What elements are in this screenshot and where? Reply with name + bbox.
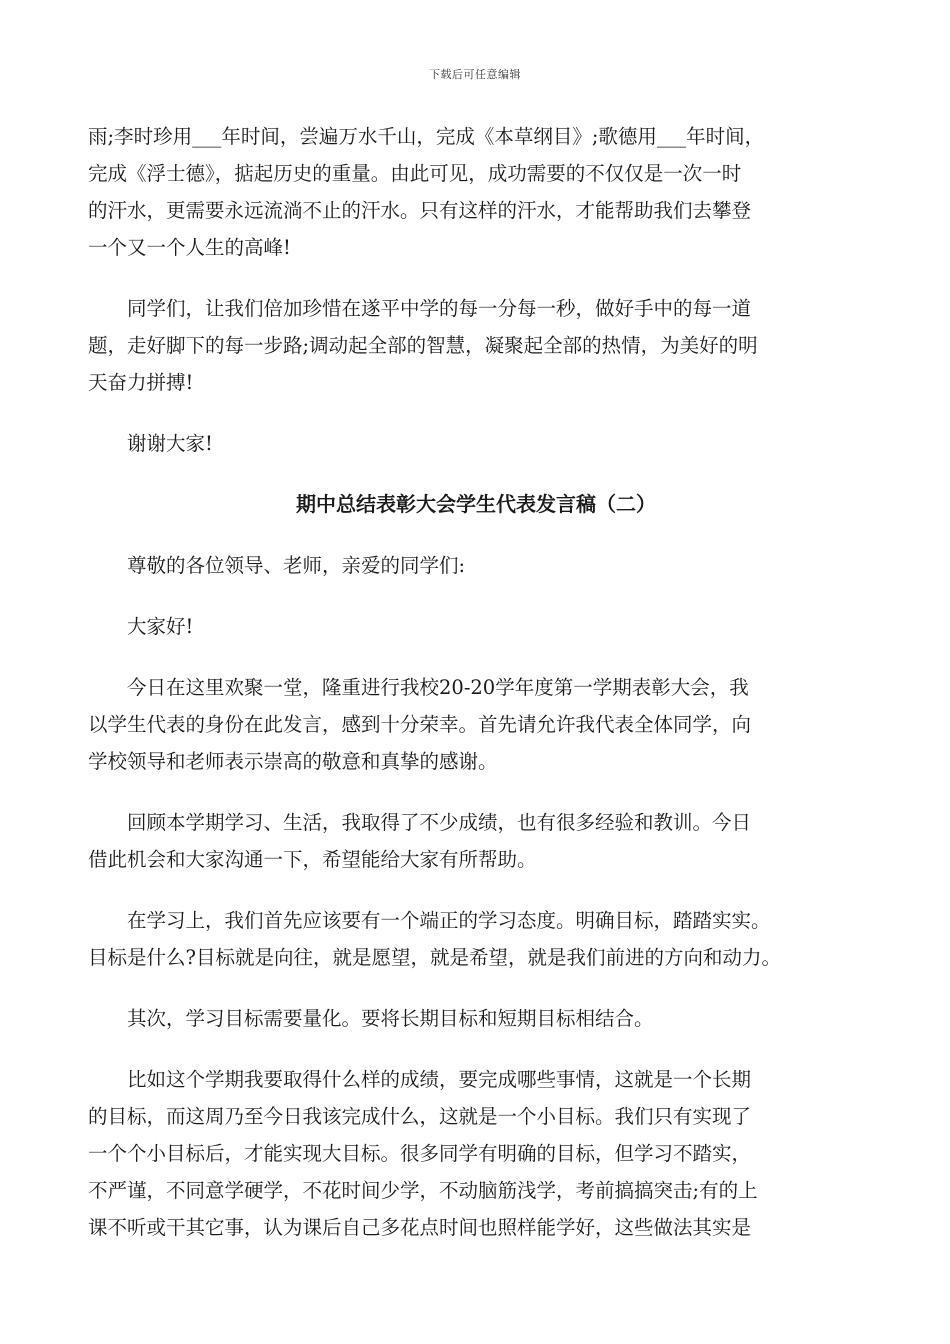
paragraph xyxy=(88,1000,864,1037)
text-line: 今日在这里欢聚一堂，隆重进行我校20-20学年度第一学期表彰大会，我 xyxy=(88,676,749,699)
speech-one-ending xyxy=(88,118,864,462)
text-line: 回顾本学期学习、生活，我取得了不少成绩，也有很多经验和教训。今日 xyxy=(88,811,752,834)
text-line: 完成《浮士德》，掂起历史的重量。由此可见，成功需要的不仅仅是一次一时 xyxy=(88,162,742,185)
text-line: 的汗水，更需要永远流淌不止的汗水。只有这样的汗水，才能帮助我们去攀登 xyxy=(88,199,752,222)
text-line: 目标是什么?目标就是向往，就是愿望，就是希望，就是我们前进的方向和动力。 xyxy=(88,946,781,969)
text-line: 谢谢大家! xyxy=(88,432,213,455)
section-title: 期中总结表彰大会学生代表发言稿（二） xyxy=(296,492,656,516)
paragraph xyxy=(88,118,864,266)
paragraph xyxy=(88,804,864,878)
paragraph xyxy=(88,547,864,584)
paragraph xyxy=(88,290,864,401)
text-line: 天奋力拼搏! xyxy=(88,371,194,394)
text-line: 雨;李时珍用___年时间，尝遍万水千山，完成《本草纲目》;歌德用___年时间， xyxy=(88,125,765,148)
text-line: 比如这个学期我要取得什么样的成绩，要完成哪些事情，这就是一个长期 xyxy=(88,1068,752,1091)
paragraph xyxy=(88,425,864,462)
text-line: 的目标，而这周乃至今日我该完成什么，这就是一个小目标。我们只有实现了 xyxy=(88,1105,752,1128)
text-line: 尊敬的各位领导、老师，亲爱的同学们: xyxy=(88,554,466,577)
text-line: 在学习上，我们首先应该要有一个端正的学习态度。明确目标，踏踏实实。 xyxy=(88,909,771,932)
paragraph xyxy=(88,669,864,780)
text-line: 借此机会和大家沟通一下，希望能给大家有所帮助。 xyxy=(88,848,537,871)
text-line: 一个个小目标后，才能实现大目标。很多同学有明确的目标，但学习不踏实， xyxy=(88,1142,752,1165)
document-body xyxy=(88,118,864,1270)
text-line: 不严谨，不同意学硬学，不花时间少学，不动脑筋浅学，考前搞搞突击;有的上 xyxy=(88,1179,758,1202)
text-line: 题，走好脚下的每一步路;调动起全部的智慧，凝聚起全部的热情，为美好的明 xyxy=(88,334,758,357)
text-line: 课不听或干其它事，认为课后自己多花点时间也照样能学好，这些做法其实是 xyxy=(88,1216,752,1239)
text-line: 以学生代表的身份在此发言，感到十分荣幸。首先请允许我代表全体同学，向 xyxy=(88,713,752,736)
text-line: 同学们，让我们倍加珍惜在遂平中学的每一分每一秒，做好手中的每一道 xyxy=(88,297,752,320)
text-line: 大家好! xyxy=(88,615,194,638)
text-line: 一个又一个人生的高峰! xyxy=(88,236,291,259)
paragraph xyxy=(88,902,864,976)
text-line: 其次，学习目标需要量化。要将长期目标和短期目标相结合。 xyxy=(88,1007,654,1030)
paragraph xyxy=(88,608,864,645)
speech-two-body xyxy=(88,547,864,1246)
page-header-note: 下载后可任意编辑 xyxy=(429,68,521,81)
paragraph xyxy=(88,1061,864,1246)
text-line: 学校领导和老师表示崇高的敬意和真挚的感谢。 xyxy=(88,750,498,773)
